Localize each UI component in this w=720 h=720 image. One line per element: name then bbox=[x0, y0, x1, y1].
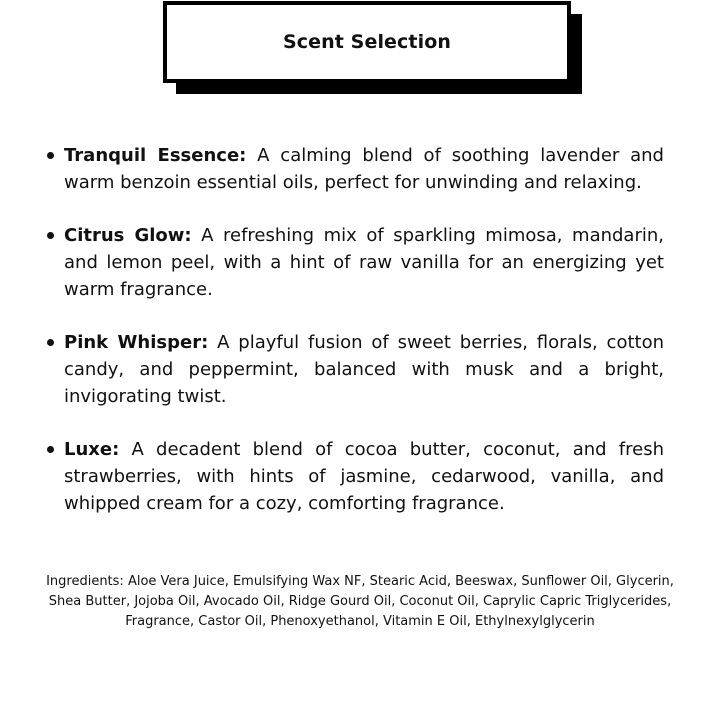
title-box bbox=[163, 1, 571, 83]
scent-item-pink-whisper bbox=[40, 329, 664, 410]
scent-item-tranquil-essence bbox=[40, 142, 664, 196]
scent-name: Pink Whisper: bbox=[64, 332, 209, 353]
scent-name: Luxe: bbox=[64, 439, 120, 460]
scent-description: A playful fusion of sweet berries, florals, cotton candy, and peppermint, balanced with musk and a bright, invigorating twist. bbox=[64, 332, 664, 407]
page-title: Scent Selection bbox=[283, 31, 451, 53]
scent-list bbox=[40, 142, 664, 543]
scent-description: A calming blend of soothing lavender and warm benzoin essential oils, perfect for unwinding and relaxing. bbox=[64, 145, 664, 193]
ingredients-text: Ingredients: Aloe Vera Juice, Emulsifying Wax NF, Stearic Acid, Beeswax, Sunflower Oil, Glycerin, Shea Butter, Jojoba Oil, Avocado Oil, Ridge Gourd Oil, Coconut Oil, Caprylic Capric Triglycerides, Fragrance, Castor Oil, Phenoxyethanol, Vitamin E Oil, Ethylnexylglycerin bbox=[46, 574, 674, 629]
scent-name: Citrus Glow: bbox=[64, 225, 192, 246]
scent-item-citrus-glow bbox=[40, 222, 664, 303]
scent-description: A refreshing mix of sparkling mimosa, mandarin, and lemon peel, with a hint of raw vanilla for an energizing yet warm fragrance. bbox=[64, 225, 664, 300]
scent-item-luxe bbox=[40, 436, 664, 517]
scent-description: A decadent blend of cocoa butter, coconut, and fresh strawberries, with hints of jasmine, cedarwood, vanilla, and whipped cream for a cozy, comforting fragrance. bbox=[64, 439, 664, 514]
scent-name: Tranquil Essence: bbox=[64, 145, 247, 166]
